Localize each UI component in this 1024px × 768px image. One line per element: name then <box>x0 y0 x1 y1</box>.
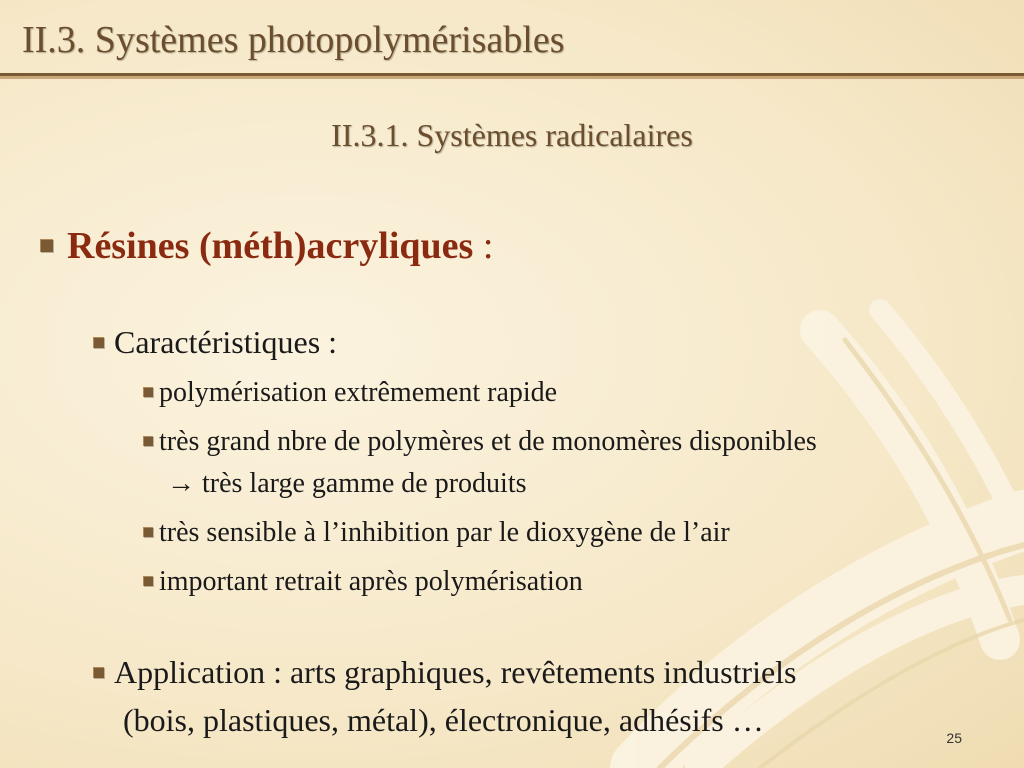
application-bullet <box>93 652 797 692</box>
main-bullet-suffix: : <box>473 225 494 267</box>
square-bullet-icon <box>143 387 153 397</box>
title-bar <box>0 0 1024 76</box>
characteristic-continuation <box>167 467 527 501</box>
section-subtitle: II.3.1. Systèmes radicalaires <box>331 117 693 153</box>
square-bullet-icon <box>143 576 153 586</box>
characteristics-bullet <box>93 322 337 362</box>
square-bullet-icon <box>143 436 153 446</box>
square-bullet-icon <box>40 239 53 252</box>
title-divider <box>0 73 1024 79</box>
application-line-1: Application : arts graphiques, revêtements industriels <box>114 654 797 690</box>
characteristic-text: important retrait après polymérisation <box>159 566 583 597</box>
square-bullet-icon <box>143 527 153 537</box>
characteristic-item <box>143 376 557 410</box>
square-bullet-icon <box>93 337 104 348</box>
characteristic-item <box>143 425 817 499</box>
characteristic-text: polymérisation extrêmement rapide <box>159 377 558 408</box>
characteristics-label: Caractéristiques : <box>114 324 338 360</box>
characteristic-item <box>143 516 730 550</box>
page-number: 25 <box>946 730 962 746</box>
application-line-2: (bois, plastiques, métal), électronique, adhésifs … <box>123 702 764 738</box>
characteristic-text: très sensible à l’inhibition par le dioxygène de l’air <box>159 517 730 548</box>
slide-title: II.3. Systèmes photopolymérisables <box>22 19 565 61</box>
characteristic-text: très grand nbre de polymères et de monomères disponibles <box>159 426 817 457</box>
characteristic-item <box>143 565 583 599</box>
square-bullet-icon <box>93 667 104 678</box>
main-bullet-label: Résines (méth)acryliques <box>67 225 474 267</box>
application-continuation <box>123 700 764 740</box>
main-bullet <box>40 222 493 270</box>
continuation-text: très large gamme de produits <box>195 468 527 499</box>
arrow-right-icon: → <box>167 468 195 499</box>
